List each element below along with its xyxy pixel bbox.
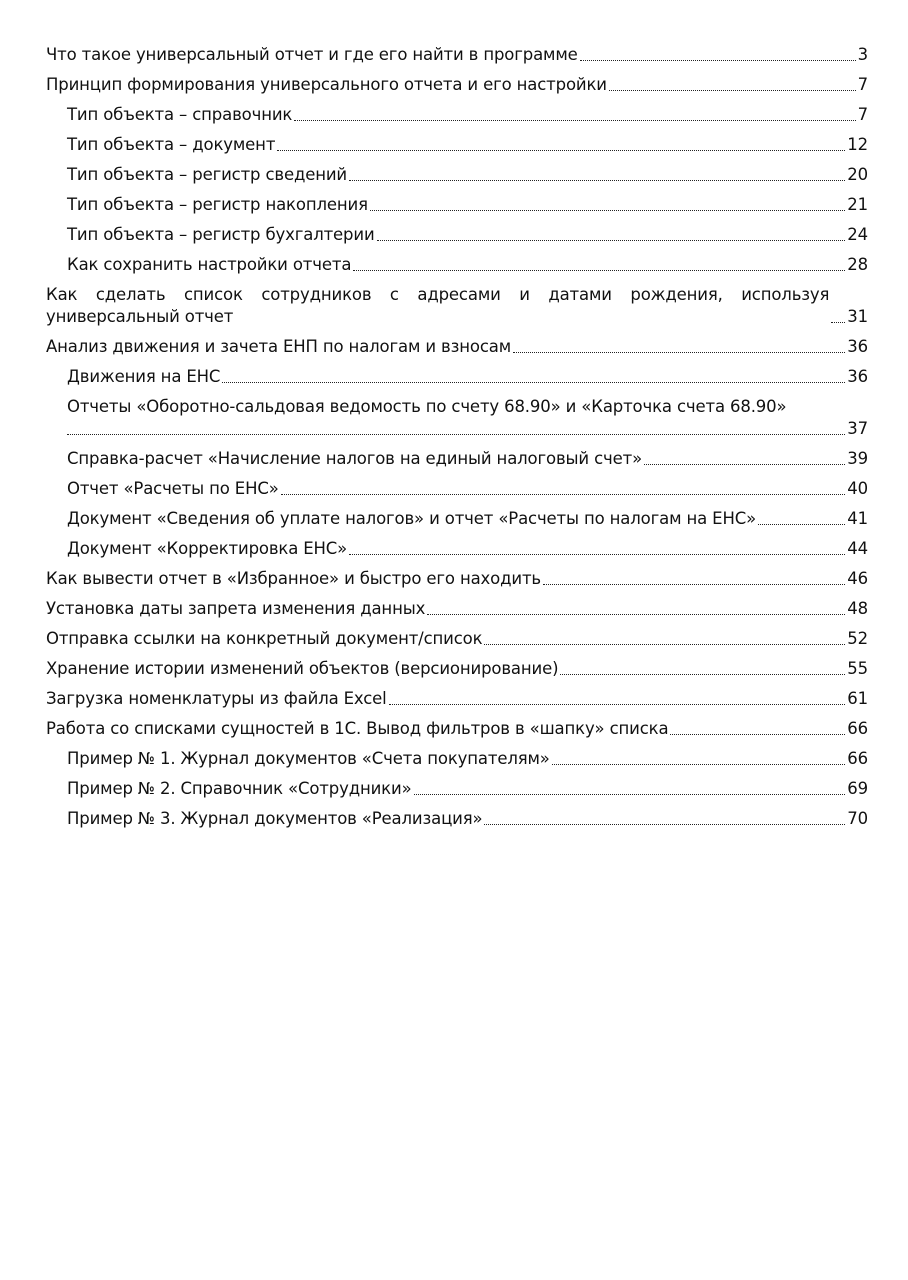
toc-entry[interactable]	[46, 778, 868, 800]
toc-entry[interactable]	[46, 254, 868, 276]
toc-entry-page-number: 40	[847, 479, 868, 498]
dot-leader	[552, 764, 846, 765]
dot-leader	[377, 240, 846, 241]
dot-leader	[349, 180, 845, 181]
toc-entry[interactable]	[46, 688, 868, 710]
dot-leader	[484, 824, 845, 825]
toc-entry[interactable]	[46, 224, 868, 246]
dot-leader	[67, 434, 845, 435]
toc-entry-page-number: 69	[847, 779, 868, 798]
dot-leader	[513, 352, 845, 353]
toc-entry-page-number: 21	[847, 195, 868, 214]
toc-entry-page-number: 44	[847, 539, 868, 558]
toc-entry[interactable]	[46, 808, 868, 830]
toc-entry-page-number: 70	[847, 809, 868, 828]
toc-entry-page-number: 31	[847, 307, 868, 326]
dot-leader	[758, 524, 845, 525]
toc-entry-title: Как сохранить настройки отчета	[67, 255, 352, 274]
toc-entry-page-number: 36	[847, 337, 868, 356]
toc-entry-page-number: 61	[847, 689, 868, 708]
toc-entry[interactable]	[46, 134, 868, 156]
dot-leader	[644, 464, 845, 465]
toc-entry[interactable]	[46, 568, 868, 590]
dot-leader	[349, 554, 845, 555]
toc-entry-title: Отчет «Расчеты по ЕНС»	[67, 479, 279, 498]
toc-entry-page-number: 12	[847, 135, 868, 154]
toc-entry[interactable]	[46, 598, 868, 620]
toc-entry[interactable]	[46, 104, 868, 126]
dot-leader	[370, 210, 845, 211]
dot-leader	[389, 704, 846, 705]
toc-entry-title: Отправка ссылки на конкретный документ/список	[46, 629, 483, 648]
toc-entry-title: Загрузка номенклатуры из файла Excel	[46, 689, 387, 708]
toc-entry-page-number: 46	[847, 569, 868, 588]
toc-entry-page-number: 36	[847, 367, 868, 386]
toc-entry[interactable]	[46, 718, 868, 740]
toc-entry-page-number: 7	[857, 105, 868, 124]
toc-entry-title: Пример № 3. Журнал документов «Реализация»	[67, 809, 483, 828]
toc-entry-title: Работа со списками сущностей в 1С. Вывод фильтров в «шапку» списка	[46, 719, 669, 738]
toc-entry[interactable]	[46, 194, 868, 216]
dot-leader	[831, 322, 845, 323]
toc-entry-title: Что такое универсальный отчет и где его найти в программе	[46, 45, 578, 64]
toc-entry-page-number: 66	[847, 719, 868, 738]
toc-entry-page-number: 28	[847, 255, 868, 274]
toc-entry[interactable]	[46, 478, 868, 500]
toc-entry-title: Тип объекта – справочник	[67, 105, 293, 124]
toc-entry-page-number: 37	[847, 419, 868, 438]
toc-entry-page-number: 3	[857, 45, 868, 64]
toc-entry-title: Отчеты «Оборотно-сальдовая ведомость по счету 68.90» и «Карточка счета 68.90»	[67, 397, 787, 416]
toc-entry-title: Тип объекта – регистр сведений	[67, 165, 348, 184]
toc-entry-title: Документ «Корректировка ЕНС»	[67, 539, 348, 558]
toc-entry-title: Анализ движения и зачета ЕНП по налогам и взносам	[46, 337, 512, 356]
dot-leader	[560, 674, 845, 675]
dot-leader	[414, 794, 846, 795]
toc-entry[interactable]	[46, 628, 868, 650]
table-of-contents	[46, 44, 868, 830]
toc-entry[interactable]	[46, 508, 868, 530]
toc-entry-title: Движения на ЕНС	[67, 367, 221, 386]
toc-entry[interactable]	[46, 448, 868, 470]
toc-entry-page-number: 66	[847, 749, 868, 768]
toc-entry-title: Тип объекта – регистр бухгалтерии	[67, 225, 375, 244]
toc-entry-title: Тип объекта – документ	[67, 135, 276, 154]
dot-leader	[609, 90, 856, 91]
dot-leader	[484, 644, 845, 645]
dot-leader	[670, 734, 845, 735]
toc-entry-page-number: 55	[847, 659, 868, 678]
dot-leader	[580, 60, 856, 61]
toc-entry-page-number: 24	[847, 225, 868, 244]
toc-entry-title: Пример № 1. Журнал документов «Счета покупателям»	[67, 749, 550, 768]
dot-leader	[277, 150, 845, 151]
toc-entry[interactable]	[46, 658, 868, 680]
toc-entry[interactable]	[46, 366, 868, 388]
toc-entry-page-number: 7	[857, 75, 868, 94]
toc-entry[interactable]	[46, 164, 868, 186]
toc-entry[interactable]	[46, 74, 868, 96]
toc-entry-page-number: 41	[847, 509, 868, 528]
toc-entry-title: Пример № 2. Справочник «Сотрудники»	[67, 779, 412, 798]
dot-leader	[353, 270, 845, 271]
toc-entry-title: Документ «Сведения об уплате налогов» и отчет «Расчеты по налогам на ЕНС»	[67, 509, 757, 528]
toc-entry-page-number: 52	[847, 629, 868, 648]
toc-entry-page-number: 20	[847, 165, 868, 184]
toc-entry-title: Тип объекта – регистр накопления	[67, 195, 368, 214]
toc-entry-page-number: 48	[847, 599, 868, 618]
toc-entry-title: Как сделать список сотрудников с адресами и датами рождения, используя универсальный отчет	[46, 285, 830, 326]
toc-entry-title: Хранение истории изменений объектов (версионирование)	[46, 659, 559, 678]
toc-entry[interactable]	[46, 538, 868, 560]
dot-leader	[281, 494, 846, 495]
dot-leader	[294, 120, 855, 121]
toc-entry[interactable]	[46, 396, 868, 440]
dot-leader	[543, 584, 845, 585]
toc-entry-title: Принцип формирования универсального отчета и его настройки	[46, 75, 607, 94]
toc-entry-title: Как вывести отчет в «Избранное» и быстро его находить	[46, 569, 541, 588]
dot-leader	[222, 382, 845, 383]
toc-entry[interactable]	[46, 748, 868, 770]
toc-entry-title: Справка-расчет «Начисление налогов на единый налоговый счет»	[67, 449, 643, 468]
toc-entry[interactable]	[46, 336, 868, 358]
toc-entry[interactable]	[46, 44, 868, 66]
toc-entry-page-number: 39	[847, 449, 868, 468]
toc-entry[interactable]	[46, 284, 868, 328]
dot-leader	[427, 614, 845, 615]
toc-entry-title: Установка даты запрета изменения данных	[46, 599, 426, 618]
